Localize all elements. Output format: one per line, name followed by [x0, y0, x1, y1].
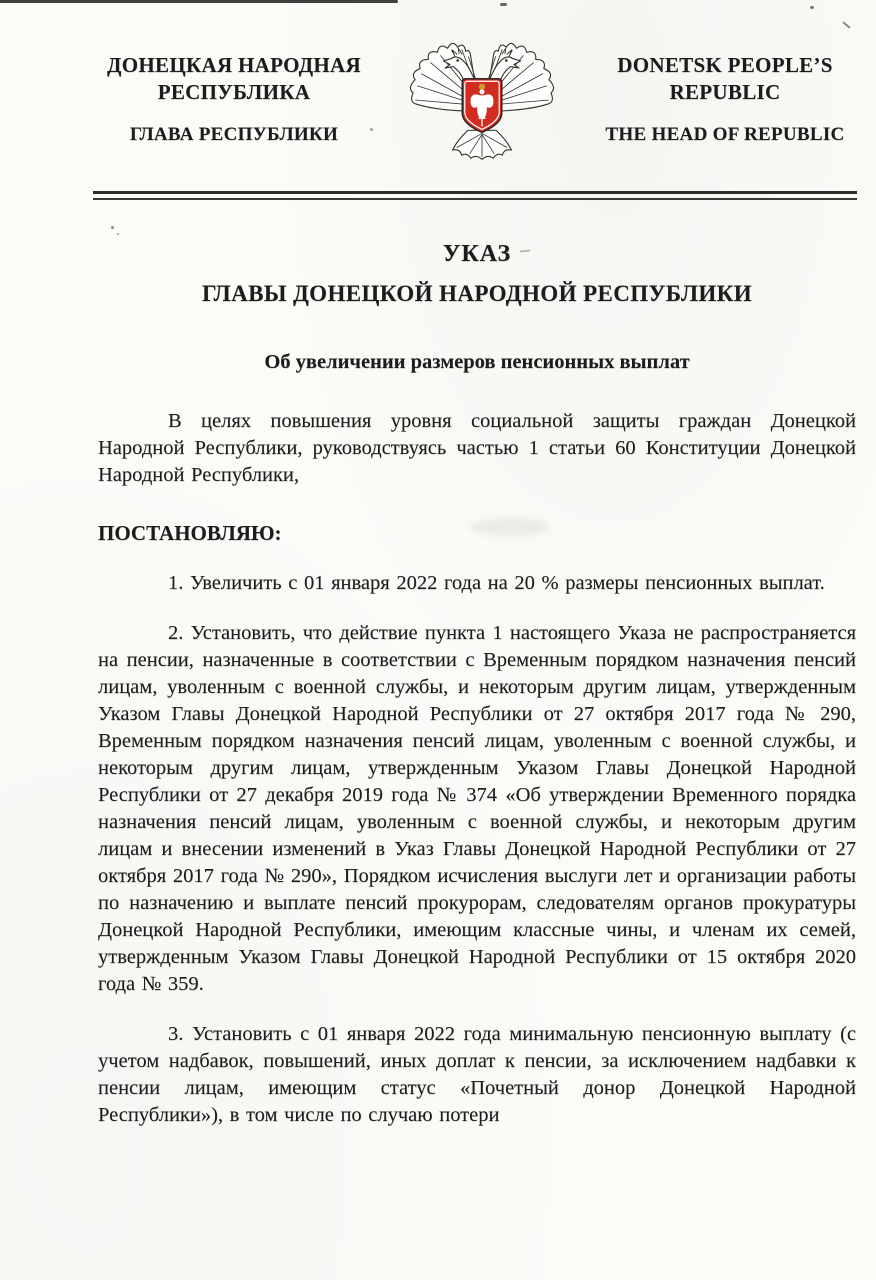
org-name-en-line1: DONETSK PEOPLE’S	[617, 53, 833, 77]
resolution-word: ПОСТАНОВЛЯЮ:	[98, 521, 282, 545]
letterhead-double-rule	[93, 191, 857, 200]
org-head-ru: ГЛАВА РЕСПУБЛИКИ	[129, 124, 339, 145]
decree-item-1: 1. Увеличить с 01 января 2022 года на 20 % размеры пенсионных выплат.	[168, 572, 825, 594]
decree-title-block	[98, 240, 856, 375]
scan-speck	[810, 6, 814, 9]
decree-type-title: УКАЗ	[442, 241, 512, 267]
decree-subject-title: Об увеличении размеров пенсионных выплат	[264, 351, 690, 373]
decree-item-2: 2. Установить, что действие пункта 1 настоящего Указа не распространяется на пенсии, назначенные в соответствии с Временным порядком назначения пенсий лицам, уволенным с военной службы, и некоторым другим лицам, утвержденным Указом Главы Донецкой Народной Республики от 27 октября 2017 года № 290, Временным порядком назначения пенсий лицам, уволенным с военной службы, и некоторым другим лицам, утвержденным Указом Главы Донецкой Народной Республики от 27 декабря 2019 года № 374 «Об утверждении Временного порядка назначения пенсий лицам, уволенным с военной службы, и некоторым другим лицам и внесении изменений в Указ Главы Донецкой Народной Республики от 27 октября 2017 года № 290», Порядком исчисления выслуги лет и организации работы по назначению и выплате пенсий прокурорам, следователям органов прокуратуры Донецкой Народной Республики, имеющим классные чины, и членам их семей, утвержденным Указом Главы Донецкой Народной Республики от 15 октября 2020 года № 359.	[98, 622, 856, 995]
scan-edge-artifact	[0, 0, 398, 3]
eagle-tail	[453, 130, 512, 159]
preamble-paragraph: В целях повышения уровня социальной защиты граждан Донецкой Народной Республики, руководствуясь частью 1 статьи 60 Конституции Донецкой Народной Республики,	[98, 410, 856, 486]
org-name-en-line2: REPUBLIC	[669, 80, 781, 104]
halo	[479, 84, 486, 91]
emblem-shield	[462, 79, 502, 133]
letterhead-right	[594, 42, 856, 147]
org-name-ru-line2: РЕСПУБЛИКА	[157, 80, 311, 104]
sword-crossguard	[478, 118, 485, 119]
scan-speck	[842, 21, 850, 28]
decree-item-3: 3. Установить с 01 января 2022 года минимальную пенсионную выплату (с учетом надбавок, повышений, иных доплат к пенсии, за исключением надбавки к пенсии лицам, имеющим статус «Почетный донор Донецкой Народной Республики»), в том числе по случаю потери	[98, 1023, 856, 1126]
scan-speck	[500, 3, 507, 6]
letterhead	[98, 42, 856, 170]
org-name-ru-line1: ДОНЕЦКАЯ НАРОДНАЯ	[107, 53, 361, 77]
dnr-coat-of-arms-icon	[406, 33, 558, 170]
letterhead-left	[98, 42, 370, 147]
decree-issuer-title: ГЛАВЫ ДОНЕЦКОЙ НАРОДНОЙ РЕСПУБЛИКИ	[201, 281, 753, 306]
org-head-en: THE HEAD OF REPUBLIC	[605, 124, 845, 145]
